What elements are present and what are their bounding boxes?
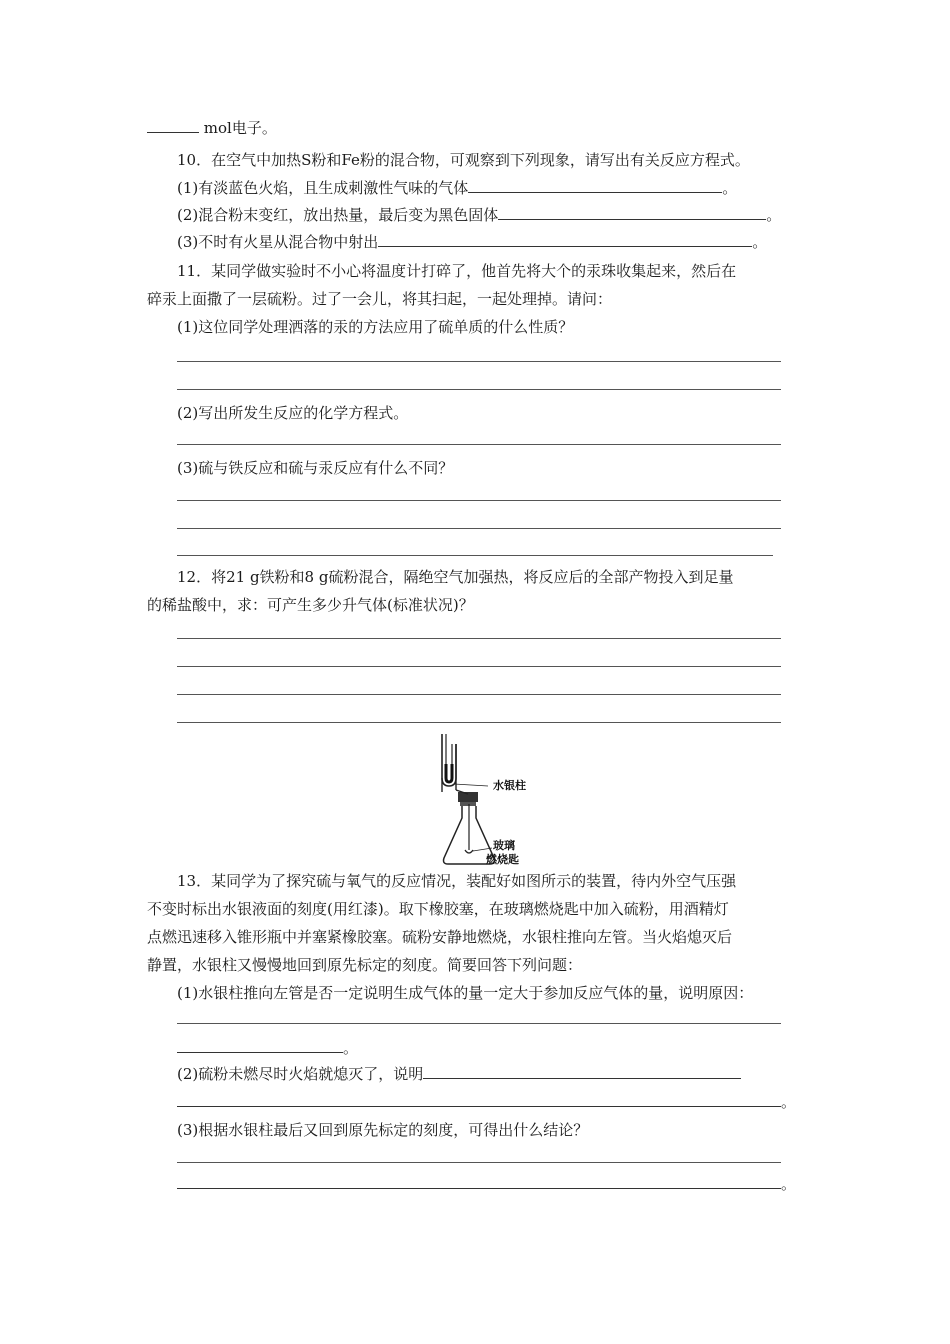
answer-blank[interactable] (378, 232, 752, 247)
answer-line[interactable] (177, 1023, 781, 1024)
apparatus-figure (436, 734, 546, 868)
answer-blank[interactable] (177, 1038, 343, 1053)
q12-stem-1: 12．将21 g铁粉和8 g硫粉混合，隔绝空气加强热，将反应后的全部产物投入到足量 (177, 568, 734, 586)
answer-line[interactable] (177, 361, 781, 362)
answer-blank[interactable] (498, 205, 766, 220)
spoon-bowl (465, 850, 473, 853)
label-combustion-spoon: 燃烧匙 (486, 853, 519, 866)
answer-line[interactable] (177, 528, 781, 529)
q12-stem-2: 的稀盐酸中，求：可产生多少升气体(标准状况)？ (147, 596, 474, 614)
answer-blank[interactable] (423, 1064, 741, 1079)
label-glass: 玻璃 (493, 839, 515, 852)
apparatus-diagram (436, 734, 546, 868)
q10-part2 (177, 205, 781, 225)
period: 。 (781, 1175, 797, 1193)
q11-stem-1: 11．某同学做实验时不小心将温度计打碎了，他首先将大个的汞珠收集起来，然后在 (177, 262, 737, 280)
q13-part2 (177, 1064, 741, 1084)
period: 。 (343, 1039, 359, 1057)
mercury-column (446, 764, 452, 782)
answer-line[interactable] (177, 444, 781, 445)
q13-part1-answer-end (177, 1038, 358, 1058)
answer-line[interactable] (177, 500, 781, 501)
answer-line[interactable] (177, 1162, 781, 1163)
answer-blank[interactable] (468, 178, 722, 193)
q10-part1-text: (1)有淡蓝色火焰，且生成刺激性气味的气体 (177, 179, 469, 197)
q10-part1 (177, 178, 737, 198)
period: 。 (766, 206, 782, 224)
answer-line[interactable] (177, 722, 781, 723)
answer-blank[interactable] (177, 1092, 781, 1107)
q13-part2-text: (2)硫粉未燃尽时火焰就熄灭了，说明 (177, 1065, 424, 1083)
q13-stem-3: 点燃迅速移入锥形瓶中并塞紧橡胶塞。硫粉安静地燃烧，水银柱推向左管。当火焰熄灭后 (147, 928, 733, 946)
answer-blank[interactable] (177, 1174, 781, 1189)
answer-line[interactable] (177, 666, 781, 667)
q10-part3-text: (3)不时有火星从混合物中射出 (177, 233, 379, 251)
period: 。 (752, 233, 768, 251)
period: 。 (781, 1093, 797, 1111)
q13-stem-1: 13．某同学为了探究硫与氧气的反应情况，装配好如图所示的装置，待内外空气压强 (177, 872, 737, 890)
q11-part2: (2)写出所发生反应的化学方程式。 (177, 404, 409, 422)
q13-stem-4: 静置，水银柱又慢慢地回到原先标定的刻度。简要回答下列问题： (147, 956, 583, 974)
q9-tail-text: mol电子。 (199, 119, 277, 137)
q10-stem: 10．在空气中加热S粉和Fe粉的混合物，可观察到下列现象，请写出有关反应方程式。 (177, 151, 750, 169)
period: 。 (722, 179, 738, 197)
q13-part3-answer-end (177, 1174, 796, 1194)
q13-part3: (3)根据水银柱最后又回到原先标定的刻度，可得出什么结论？ (177, 1121, 589, 1139)
answer-blank[interactable] (147, 118, 199, 133)
q9-answer-line (147, 118, 277, 138)
q10-part3 (177, 232, 767, 252)
answer-line[interactable] (177, 638, 781, 639)
q13-stem-2: 不变时标出水银液面的刻度(用红漆)。取下橡胶塞，在玻璃燃烧匙中加入硫粉，用酒精灯 (147, 900, 729, 918)
q11-part3: (3)硫与铁反应和硫与汞反应有什么不同？ (177, 459, 454, 477)
answer-line[interactable] (177, 555, 773, 556)
u-tube-outer (442, 734, 456, 786)
label-mercury-column: 水银柱 (493, 779, 526, 792)
q10-part2-text: (2)混合粉末变红，放出热量，最后变为黑色固体 (177, 206, 499, 224)
q13-part1: (1)水银柱推向左管是否一定说明生成气体的量一定大于参加反应气体的量，说明原因： (177, 984, 754, 1002)
q13-part2-answer-end (177, 1092, 796, 1112)
q11-part1: (1)这位同学处理洒落的汞的方法应用了硫单质的什么性质？ (177, 318, 574, 336)
q11-stem-2: 碎汞上面撒了一层硫粉。过了一会儿，将其扫起，一起处理掉。请问： (147, 290, 613, 308)
answer-line[interactable] (177, 389, 781, 390)
answer-line[interactable] (177, 694, 781, 695)
